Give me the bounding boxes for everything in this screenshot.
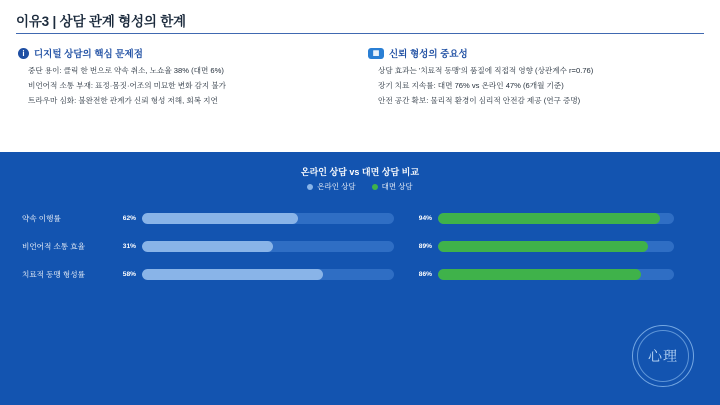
row-value-offline: 89% — [418, 242, 432, 250]
column-right — [368, 46, 698, 110]
legend-label-offline: 대면 상담 — [381, 182, 413, 191]
chart-rows — [0, 204, 720, 288]
bar-fill-offline — [438, 269, 641, 280]
list-item: 중단 용이: 클릭 한 번으로 약속 취소, 노쇼율 38% (대면 6%) — [28, 66, 224, 75]
chart-row — [0, 232, 720, 260]
bar-track-online — [142, 269, 394, 280]
brand-logo — [632, 325, 694, 387]
chart-title: 온라인 상담 vs 대면 상담 비교 — [300, 167, 420, 177]
row-value-online: 31% — [122, 242, 136, 250]
bar-track-online — [142, 241, 394, 252]
legend-item-offline — [372, 181, 413, 192]
list-item: 트라우마 심화: 불완전한 관계가 신뢰 형성 저해, 회복 지연 — [28, 95, 218, 105]
chart-legend — [0, 181, 720, 192]
comparison-chart-panel — [0, 152, 720, 405]
bar-track-offline — [438, 269, 674, 280]
info-icon: i — [18, 48, 29, 59]
legend-label-online: 온라인 상담 — [317, 182, 356, 191]
list-item: 장기 치료 지속률: 대면 76% vs 온라인 47% (6개월 기준) — [378, 80, 564, 90]
bar-track-offline — [438, 213, 674, 224]
legend-dot-offline — [372, 184, 378, 190]
column-right-heading: 신뢰 형성의 중요성 — [389, 49, 468, 60]
chart-icon: ▦ — [368, 48, 384, 59]
page-title: 이유3 | 상담 관계 형성의 한계 — [16, 14, 186, 29]
chart-row — [0, 204, 720, 232]
row-category-label: 치료적 동맹 형성률 — [22, 269, 85, 279]
bar-fill-online — [142, 213, 298, 224]
column-left-header — [18, 46, 338, 60]
list-item: 비언어적 소통 부재: 표정·몸짓·어조의 미묘한 변화 감지 불가 — [28, 80, 226, 90]
column-left — [18, 46, 338, 110]
row-value-offline: 86% — [418, 270, 432, 278]
list-item: 상담 효과는 '치료적 동맹'의 품질에 직접적 영향 (상관계수 r=0.76) — [378, 66, 594, 75]
bar-fill-offline — [438, 241, 648, 252]
row-value-online: 58% — [122, 270, 136, 278]
bar-fill-online — [142, 241, 273, 252]
bar-fill-online — [142, 269, 323, 280]
column-right-header — [368, 46, 698, 60]
list-item: 안전 공간 확보: 물리적 환경이 심리적 안전감 제공 (연구 증명) — [378, 95, 581, 105]
logo-text: 心理 — [648, 349, 678, 365]
row-category-label: 약속 이행률 — [22, 213, 61, 223]
row-value-online: 62% — [122, 214, 136, 222]
chart-row — [0, 260, 720, 288]
column-left-heading: 디지털 상담의 핵심 문제점 — [34, 49, 143, 60]
title-divider — [16, 33, 704, 34]
column-left-body — [18, 66, 338, 106]
row-value-offline: 94% — [418, 214, 432, 222]
row-category-label: 비언어적 소통 효율 — [22, 241, 85, 251]
column-right-body — [368, 66, 698, 106]
bar-track-online — [142, 213, 394, 224]
legend-item-online — [307, 181, 355, 192]
bar-track-offline — [438, 241, 674, 252]
bar-fill-offline — [438, 213, 660, 224]
legend-dot-online — [307, 184, 313, 190]
